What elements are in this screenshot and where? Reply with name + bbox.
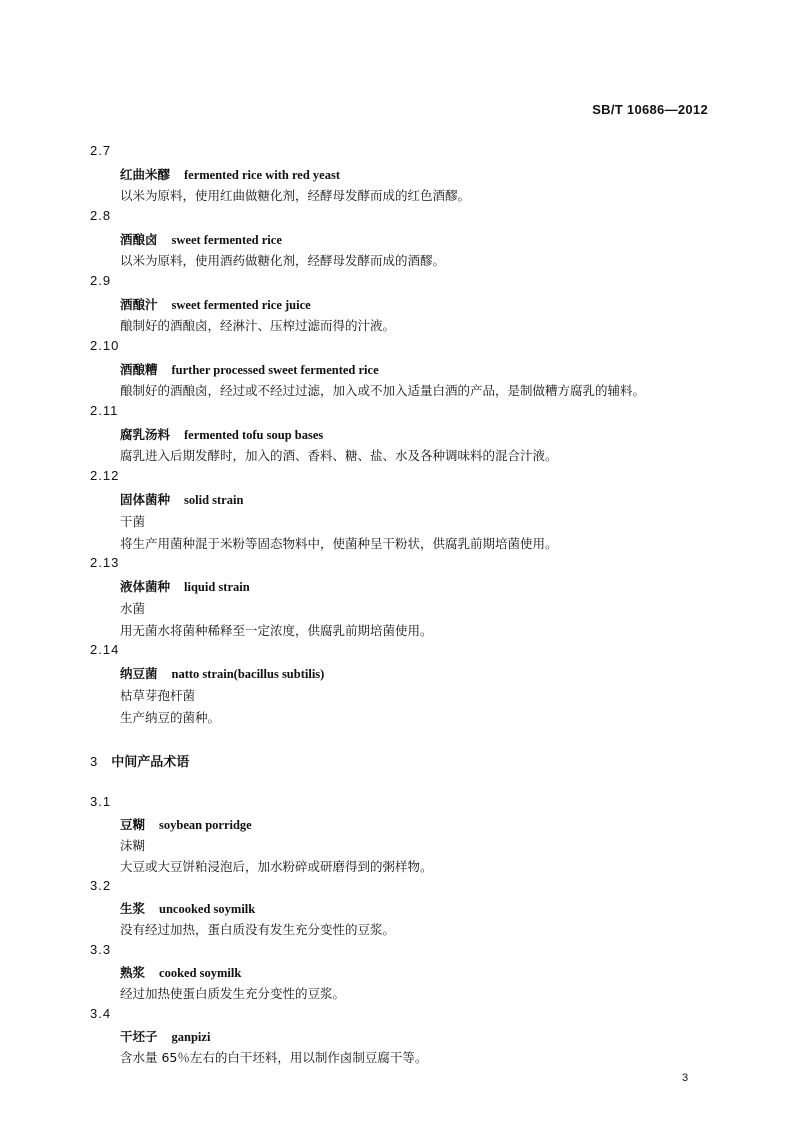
term-heading (120, 165, 340, 183)
clause-number: 2.11 (90, 403, 119, 418)
definition-line: 生产纳豆的菌种。 (120, 710, 221, 725)
definition-line: 以米为原料，使用红曲做糖化剂，经酵母发酵而成的红色酒醪。 (120, 188, 471, 203)
term-zh: 液体菌种 (120, 579, 171, 594)
definition-line: 酿制好的酒酿卤，经淋汁、压榨过滤而得的汁液。 (120, 318, 396, 333)
term-en: further processed sweet fermented rice (171, 363, 379, 377)
term-en: cooked soymilk (159, 966, 242, 980)
clause-number: 3.3 (90, 942, 112, 957)
term-en: natto strain(bacillus subtilis) (171, 667, 325, 681)
clause-number: 2.10 (90, 338, 120, 353)
clause-number: 2.7 (90, 143, 112, 158)
term-en: fermented rice with red yeast (184, 168, 340, 182)
term-heading (120, 295, 311, 313)
term-en: solid strain (184, 493, 244, 507)
term-zh: 腐乳汤料 (120, 427, 171, 442)
clause-number: 2.12 (90, 468, 120, 483)
term-zh: 熟浆 (120, 965, 146, 980)
clause-number: 2.8 (90, 208, 112, 223)
synonym-line: 水菌 (120, 601, 146, 616)
term-heading (120, 230, 282, 248)
page-number: 3 (682, 1072, 689, 1084)
term-heading (120, 963, 241, 981)
term-heading (120, 425, 323, 443)
term-heading (120, 664, 324, 682)
definition-line: 含水量 65％左右的白干坯料，用以制作卤制豆腐干等。 (120, 1050, 428, 1065)
clause-number: 3.1 (90, 794, 112, 809)
section-number: 3 (90, 754, 98, 769)
term-en: liquid strain (184, 580, 250, 594)
term-heading (120, 577, 250, 595)
clause-number: 2.14 (90, 642, 120, 657)
definition-line: 大豆或大豆饼粕浸泡后，加水粉碎或研磨得到的粥样物。 (120, 859, 433, 874)
term-zh: 豆糊 (120, 817, 146, 832)
clause-number: 2.13 (90, 555, 120, 570)
term-zh: 酒酿卤 (120, 232, 158, 247)
clause-number: 3.4 (90, 1006, 112, 1021)
synonym-line: 沬糊 (120, 838, 146, 853)
term-heading (120, 899, 255, 917)
term-zh: 纳豆菌 (120, 666, 158, 681)
synonym-line: 干菌 (120, 514, 146, 529)
definition-line: 以米为原料，使用酒药做糖化剂，经酵母发酵而成的酒醪。 (120, 253, 446, 268)
definition-line: 将生产用菌种混于米粉等固态物料中，使菌种呈干粉状，供腐乳前期培菌使用。 (120, 536, 558, 551)
synonym-line: 枯草芽孢杆菌 (120, 688, 196, 703)
term-en: fermented tofu soup bases (184, 428, 324, 442)
term-en: sweet fermented rice (171, 233, 282, 247)
clause-number: 2.9 (90, 273, 112, 288)
term-zh: 酒酿汁 (120, 297, 158, 312)
term-zh: 红曲米醪 (120, 167, 171, 182)
section-heading (90, 751, 189, 770)
definition-line: 用无菌水将菌种稀释至一定浓度，供腐乳前期培菌使用。 (120, 623, 433, 638)
definition-line: 酿制好的酒酿卤，经过或不经过过滤，加入或不加入适量白酒的产品，是制做糟方腐乳的辅料。 (120, 383, 646, 398)
term-heading (120, 815, 252, 833)
term-heading (120, 1027, 210, 1045)
section-title: 中间产品术语 (111, 755, 190, 770)
clause-number: 3.2 (90, 878, 112, 893)
term-heading (120, 490, 243, 508)
term-zh: 生浆 (120, 901, 146, 916)
term-zh: 固体菌种 (120, 492, 171, 507)
term-zh: 干坯子 (120, 1029, 158, 1044)
term-en: soybean porridge (159, 818, 252, 832)
term-zh: 酒酿糟 (120, 362, 158, 377)
definition-line: 没有经过加热，蛋白质没有发生充分变性的豆浆。 (120, 922, 396, 937)
term-en: sweet fermented rice juice (171, 298, 311, 312)
standard-code: SB/T 10686—2012 (592, 102, 708, 117)
definition-line: 腐乳进入后期发酵时，加入的酒、香料、糖、盐、水及各种调味料的混合汁液。 (120, 448, 558, 463)
definition-line: 经过加热使蛋白质发生充分变性的豆浆。 (120, 986, 346, 1001)
term-en: ganpizi (171, 1030, 211, 1044)
term-en: uncooked soymilk (159, 902, 256, 916)
term-heading (120, 360, 379, 378)
